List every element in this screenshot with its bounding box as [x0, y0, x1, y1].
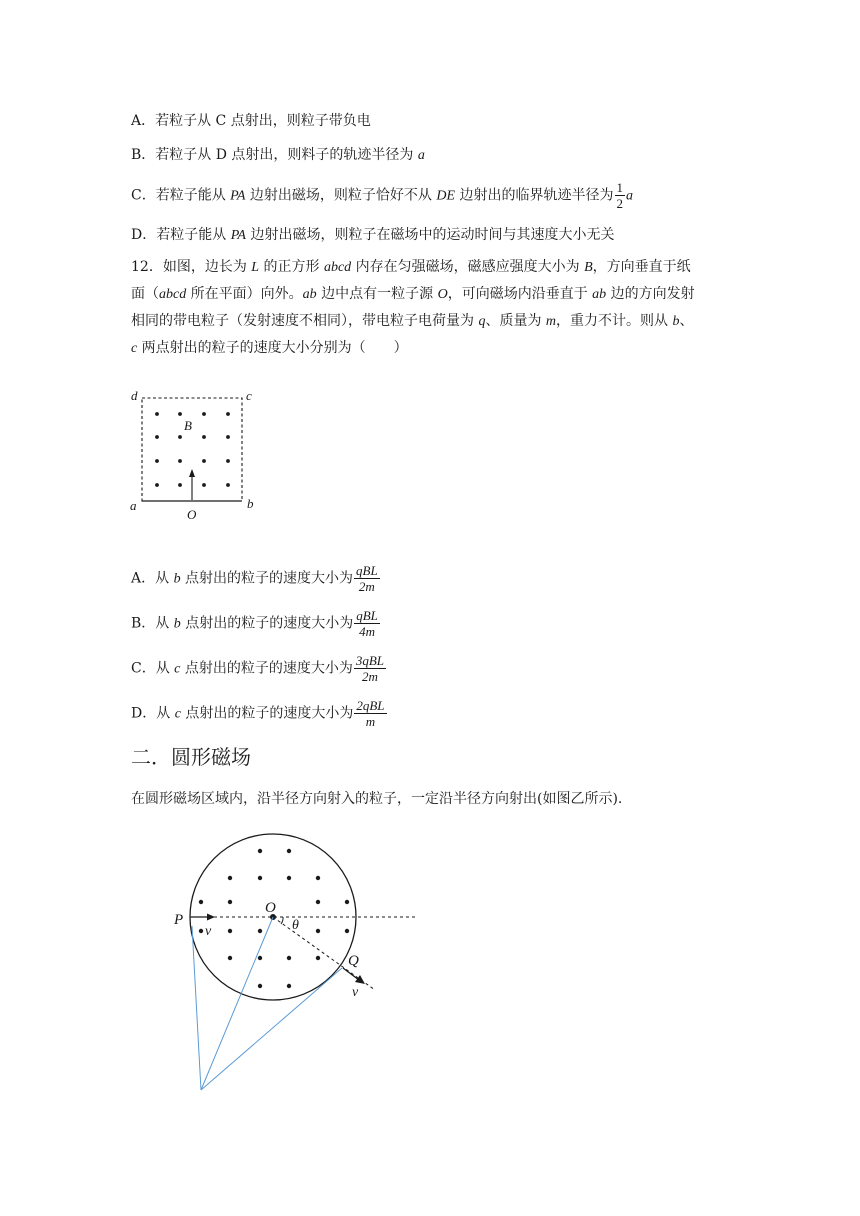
- field-dot: [258, 929, 262, 933]
- label-c: c: [246, 388, 252, 403]
- field-dot: [155, 412, 159, 416]
- field-dot: [287, 876, 291, 880]
- q12-stem-line-4: c 两点射出的粒子的速度大小分别为（ ）: [131, 340, 408, 356]
- field-dot: [178, 435, 182, 439]
- field-dot: [202, 483, 206, 487]
- label-O: O: [187, 507, 197, 522]
- field-dot: [155, 483, 159, 487]
- field-dot: [287, 849, 291, 853]
- label-v-exit: v: [352, 985, 359, 1000]
- field-dot: [155, 435, 159, 439]
- field-dot: [228, 956, 232, 960]
- label-d: d: [131, 388, 138, 403]
- label-B: B: [184, 418, 192, 433]
- field-dot: [287, 956, 291, 960]
- field-dot: [316, 929, 320, 933]
- field-dot: [316, 876, 320, 880]
- label-O: O: [265, 900, 276, 916]
- field-dot: [316, 956, 320, 960]
- field-dot: [178, 412, 182, 416]
- field-dot: [228, 929, 232, 933]
- q12-stem-line-2: 面（abcd 所在平面）向外。ab 边中点有一粒子源 O，可向磁场内沿垂直于 ab 边的方向发射: [131, 286, 695, 302]
- q12-option-a: A．从 b 点射出的粒子的速度大小为 $\frac{\text{qBL}}{2m}$: [131, 563, 378, 594]
- fraction-one-half: $\frac{1}{2}$: [616, 180, 624, 211]
- field-dot: [316, 900, 320, 904]
- label-a: a: [130, 498, 137, 513]
- theta-arc: [281, 917, 283, 924]
- square-field-figure: [125, 382, 265, 522]
- q12-stem-line-3: 相同的带电粒子（发射速度不相同），带电粒子电荷量为 q、质量为 m，重力不计。则从 b、: [131, 313, 694, 329]
- q11-option-c: C．若粒子能从 PA 边射出磁场，则粒子恰好不从 DE 边射出的临界轨迹半径为 $\frac{1}{2}$ a: [131, 180, 634, 211]
- q11-option-b: B．若粒子从 D 点射出，则料子的轨迹半径为 a: [131, 147, 425, 163]
- field-dot: [202, 412, 206, 416]
- label-v-entry: v: [205, 924, 212, 939]
- q12-stem-line-1: 12．如图，边长为 L 的正方形 abcd 内存在匀强磁场，磁感应强度大小为 B，方向垂直于纸: [131, 259, 691, 275]
- q12-option-b: B．从 b 点射出的粒子的速度大小为 $\frac{\text{qBL}}{4m}$: [131, 608, 378, 639]
- field-dot: [226, 435, 230, 439]
- section-heading: 二．圆形磁场: [131, 745, 251, 769]
- field-dot: [199, 929, 203, 933]
- field-dot: [202, 459, 206, 463]
- section-text: 在圆形磁场区域内，沿半径方向射入的粒子，一定沿半径方向射出(如图乙所示).: [131, 791, 623, 807]
- field-dot: [199, 900, 203, 904]
- field-dot: [258, 849, 262, 853]
- q11-option-d: D．若粒子能从 PA 边射出磁场，则粒子在磁场中的运动时间与其速度大小无关: [131, 227, 615, 243]
- field-dot: [228, 876, 232, 880]
- field-dot: [228, 900, 232, 904]
- field-dot: [226, 459, 230, 463]
- field-dot: [202, 435, 206, 439]
- label-Q: Q: [348, 953, 359, 969]
- field-dot: [258, 984, 262, 988]
- field-dot: [155, 459, 159, 463]
- radius-line-2: [201, 917, 273, 1090]
- circular-field-figure: [165, 820, 425, 1100]
- label-b: b: [247, 496, 254, 511]
- field-dot: [345, 900, 349, 904]
- field-dot: [287, 984, 291, 988]
- q12-option-c: C．从 c 点射出的粒子的速度大小为 $\frac{\text{3qBL}}{2m}$: [131, 653, 385, 684]
- field-dot: [226, 412, 230, 416]
- field-dot: [178, 459, 182, 463]
- emission-arrow-head: [189, 469, 195, 477]
- entry-arrow-head: [207, 914, 215, 921]
- field-dot: [178, 483, 182, 487]
- label-P: P: [174, 912, 184, 928]
- field-dot: [226, 483, 230, 487]
- q11-option-a: A．若粒子从 C 点射出，则粒子带负电: [131, 113, 371, 129]
- exit-velocity-arrow: [343, 968, 359, 980]
- field-dot: [258, 956, 262, 960]
- field-dot: [258, 876, 262, 880]
- field-dot: [345, 929, 349, 933]
- label-theta: θ: [292, 918, 299, 933]
- radius-line-3: [201, 968, 342, 1090]
- q12-option-d: D．从 c 点射出的粒子的速度大小为 $\frac{\text{2qBL}}{m}$: [131, 698, 385, 729]
